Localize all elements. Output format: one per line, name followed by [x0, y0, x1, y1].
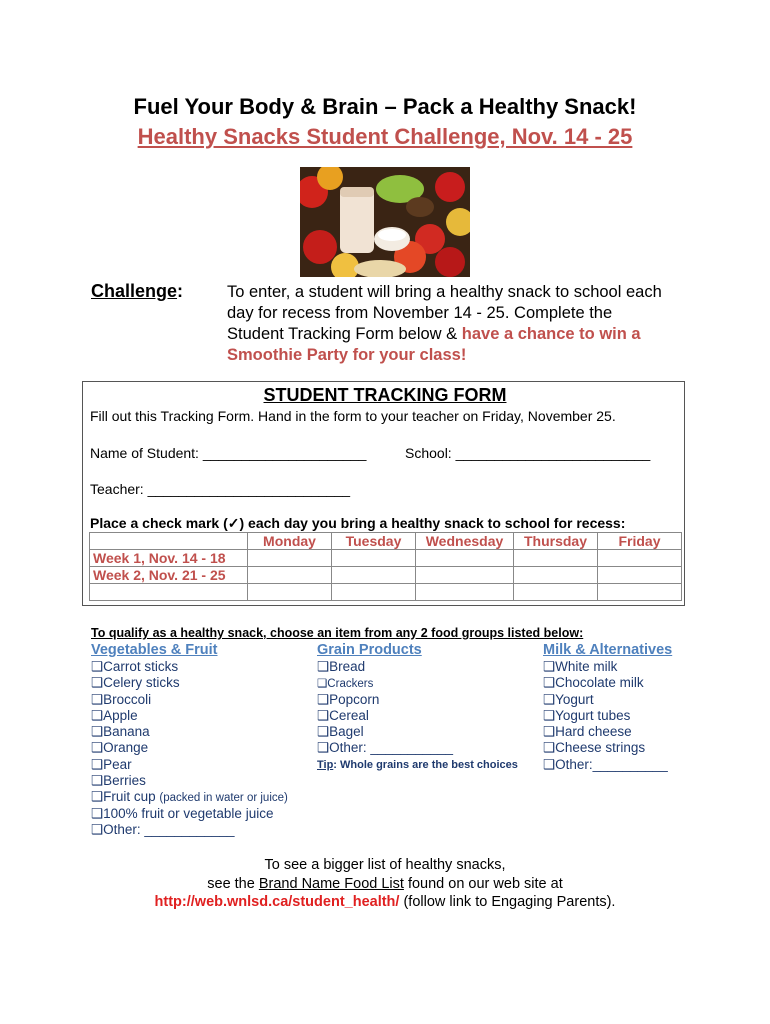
form-instructions: Fill out this Tracking Form. Hand in the form to your teacher on Friday, November 25.	[90, 408, 616, 424]
checkbox-cell[interactable]	[416, 567, 514, 584]
food-option[interactable]: ❑Chocolate milk	[543, 675, 644, 691]
food-option[interactable]: ❑Bread	[317, 659, 366, 674]
checkbox-cell[interactable]	[598, 550, 682, 567]
empty-cell	[90, 584, 248, 601]
food-option[interactable]: ❑Carrot sticks	[91, 659, 179, 674]
tracking-form-heading: STUDENT TRACKING FORM	[263, 385, 507, 405]
student-health-link[interactable]: http://web.wnlsd.ca/student_health/	[154, 894, 400, 910]
page-subtitle: Healthy Snacks Student Challenge, Nov. 14 - 25	[137, 124, 633, 149]
checkbox-cell[interactable]	[598, 584, 682, 601]
day-header: Thursday	[514, 533, 598, 550]
footer-line-2: see the Brand Name Food List found on our web site at	[207, 876, 563, 892]
food-option[interactable]: ❑Other: ___________	[317, 740, 453, 756]
food-option[interactable]: ❑Celery sticks	[91, 675, 180, 691]
checkbox-cell[interactable]	[416, 550, 514, 567]
food-option[interactable]: ❑Cheese strings	[543, 740, 646, 756]
school-field[interactable]: School: _________________________	[405, 445, 651, 461]
healthy-food-photo	[300, 167, 470, 277]
day-header: Wednesday	[416, 533, 514, 550]
milk-list	[543, 659, 668, 773]
week-label: Week 2, Nov. 21 - 25	[90, 567, 248, 584]
checkbox-cell[interactable]	[248, 550, 332, 567]
student-name-field[interactable]: Name of Student: _____________________	[90, 445, 367, 461]
food-option[interactable]: ❑Crackers	[317, 678, 374, 691]
tracking-table	[89, 532, 682, 601]
checkbox-cell[interactable]	[332, 584, 416, 601]
food-option[interactable]: ❑Other:__________	[543, 756, 668, 772]
check-instruction: Place a check mark (✓) each day you bring a healthy snack to school for recess:	[90, 515, 626, 531]
grain-heading: Grain Products	[317, 642, 422, 658]
challenge-description: To enter, a student will bring a healthy snack to school each day for recess from November 14 - 25. Complete the Student Tracking Form below & have a chance to win a Smoothie Party for your class!	[227, 283, 662, 364]
food-option[interactable]: ❑Popcorn	[317, 691, 380, 707]
footer-line-3: http://web.wnlsd.ca/student_health/ (follow link to Engaging Parents).	[154, 894, 616, 910]
food-option[interactable]: ❑White milk	[543, 659, 618, 674]
veg-fruit-heading: Vegetables & Fruit	[91, 642, 218, 658]
checkbox-cell[interactable]	[248, 567, 332, 584]
food-option[interactable]: ❑Other: ____________	[91, 821, 235, 837]
checkbox-cell[interactable]	[514, 584, 598, 601]
challenge-label: Challenge:	[91, 281, 184, 301]
food-option[interactable]: ❑Apple	[91, 707, 138, 723]
food-option[interactable]: ❑Cereal	[317, 707, 369, 723]
page-title: Fuel Your Body & Brain – Pack a Healthy Snack!	[133, 94, 637, 119]
qualify-instruction: To qualify as a healthy snack, choose an item from any 2 food groups listed below:	[91, 626, 584, 640]
food-option[interactable]: ❑Berries	[91, 773, 146, 789]
food-option[interactable]: ❑100% fruit or vegetable juice	[91, 805, 274, 821]
food-option[interactable]: ❑Fruit cup (packed in water or juice)	[91, 789, 288, 805]
food-option[interactable]: ❑Yogurt tubes	[543, 707, 631, 723]
brand-name-food-list-link[interactable]: Brand Name Food List	[258, 876, 404, 892]
food-option[interactable]: ❑Yogurt	[543, 691, 594, 707]
week-label: Week 1, Nov. 14 - 18	[90, 550, 248, 567]
teacher-field[interactable]: Teacher: __________________________	[90, 481, 351, 497]
food-option[interactable]: ❑Broccoli	[91, 691, 152, 707]
checkbox-cell[interactable]	[514, 567, 598, 584]
day-header: Friday	[598, 533, 682, 550]
grain-tip: Tip: Whole grains are the best choices	[317, 758, 518, 771]
checkbox-cell[interactable]	[416, 584, 514, 601]
challenge-prize: have a chance to win a Smoothie Party for your class!	[227, 325, 641, 364]
food-option[interactable]: ❑Bagel	[317, 724, 364, 740]
table-corner-cell	[90, 533, 248, 550]
checkbox-cell[interactable]	[248, 584, 332, 601]
checkbox-cell[interactable]	[332, 550, 416, 567]
checkbox-cell[interactable]	[598, 567, 682, 584]
footer-line-1: To see a bigger list of healthy snacks,	[264, 857, 506, 873]
veg-fruit-list	[91, 659, 288, 838]
food-option[interactable]: ❑Hard cheese	[543, 724, 632, 740]
milk-heading: Milk & Alternatives	[543, 642, 673, 658]
day-header: Monday	[248, 533, 332, 550]
food-option[interactable]: ❑Banana	[91, 724, 150, 740]
food-option[interactable]: ❑Pear	[91, 756, 132, 772]
food-option[interactable]: ❑Orange	[91, 740, 149, 756]
grain-list	[317, 659, 518, 773]
checkbox-cell[interactable]	[332, 567, 416, 584]
checkbox-cell[interactable]	[514, 550, 598, 567]
day-header: Tuesday	[332, 533, 416, 550]
